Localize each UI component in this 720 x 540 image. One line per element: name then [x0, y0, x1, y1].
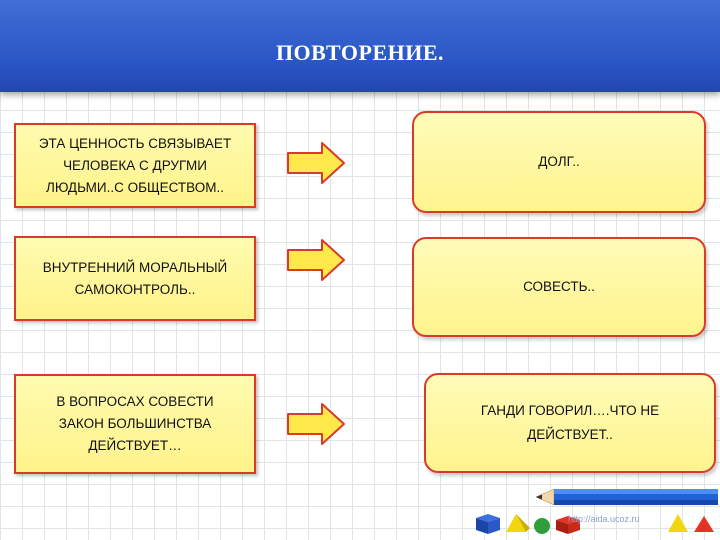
question-2-line-2: САМОКОНТРОЛЬ.. — [74, 281, 196, 297]
question-3-line-3: ДЕЙСТВУЕТ… — [88, 438, 182, 453]
question-3-line-1: В ВОПРОСАХ СОВЕСТИ — [56, 394, 214, 409]
right-arrow-icon — [286, 141, 346, 185]
answer-box-2 — [412, 237, 706, 337]
question-box-3 — [14, 374, 256, 474]
right-arrow-icon — [286, 402, 346, 446]
slide-title: ПОВТОРЕНИЕ. — [275, 40, 445, 65]
answer-box-1 — [412, 111, 706, 213]
question-1-line-3: ЛЮДЬМИ..С ОБЩЕСТВОМ.. — [46, 179, 224, 195]
question-1-line-2: ЧЕЛОВЕКА С ДРУГМИ — [63, 157, 207, 173]
answer-2-line-1: СОВЕСТЬ.. — [523, 279, 595, 294]
question-3-line-2: ЗАКОН БОЛЬШИНСТВА — [58, 416, 212, 431]
answer-box-3 — [424, 373, 716, 473]
watermark-url: http://aida.ucoz.ru — [568, 514, 640, 524]
question-1-line-1: ЭТА ЦЕННОСТЬ СВЯЗЫВАЕТ — [38, 135, 232, 151]
question-box-2 — [14, 236, 256, 321]
right-arrow-icon — [286, 238, 346, 282]
question-2-line-1: ВНУТРЕННИЙ МОРАЛЬНЫЙ — [42, 259, 228, 275]
pencil-icon — [536, 487, 718, 507]
answer-3-line-1: ГАНДИ ГОВОРИЛ….ЧТО НЕ — [480, 403, 660, 418]
question-box-1 — [14, 123, 256, 208]
answer-3-line-2: ДЕЙСТВУЕТ.. — [527, 427, 613, 442]
answer-1-line-1: ДОЛГ.. — [538, 154, 580, 169]
